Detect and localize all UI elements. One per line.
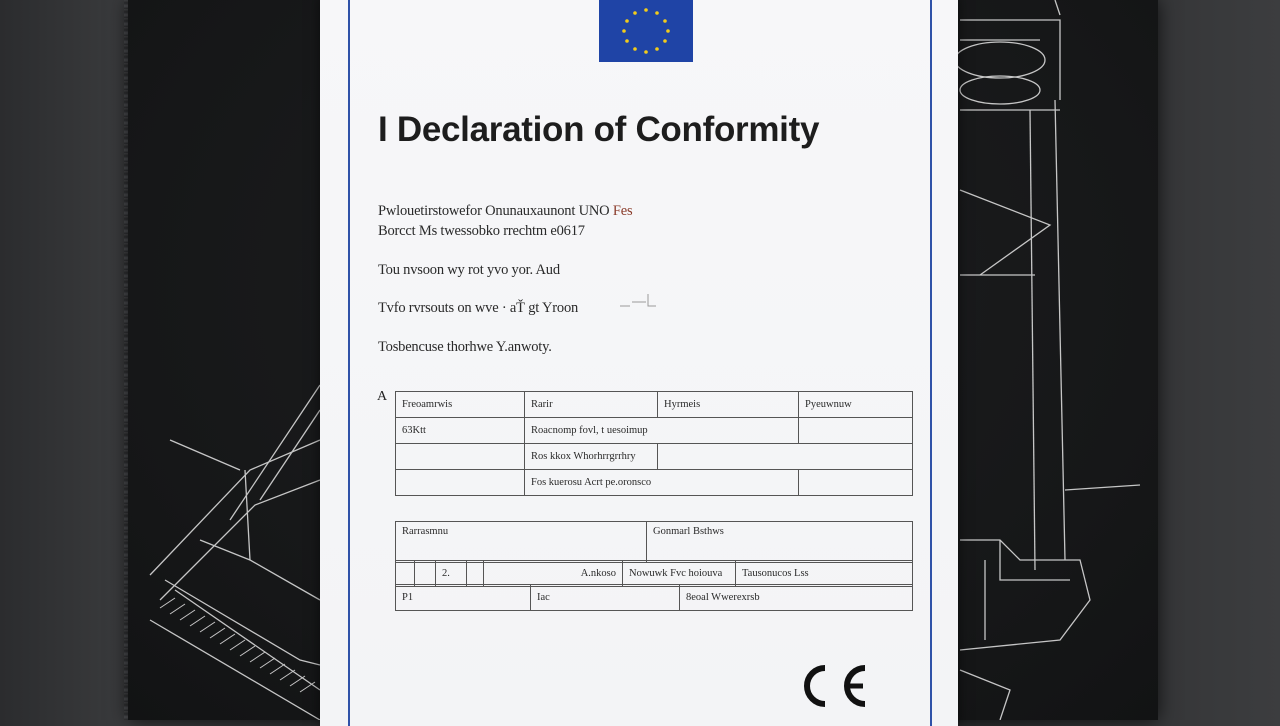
table-cell bbox=[415, 561, 436, 587]
details-table-row2 bbox=[395, 584, 913, 611]
product-line-text: Pwlouetirstowefor Onunauxaunont UNO bbox=[378, 203, 610, 219]
signature-table bbox=[395, 521, 913, 563]
table-row bbox=[396, 470, 913, 496]
table-cell: Roacnomp fovl, t uesoimup bbox=[525, 418, 799, 444]
table-row bbox=[396, 444, 913, 470]
table-cell: 8eoal Wwerexrsb bbox=[680, 585, 913, 611]
table-cell: 2. bbox=[436, 561, 467, 587]
details-table bbox=[395, 560, 913, 587]
eu-flag-icon bbox=[599, 0, 693, 62]
table-cell: A.nkoso bbox=[484, 561, 623, 587]
declaration-line-2: Tvfo rvrsouts on wve · aŤ gt Yroon bbox=[378, 300, 579, 316]
table-cell: Nowuwk Fvc hoiouva bbox=[623, 561, 736, 587]
product-code-line: Borcct Ms twessobko rrechtm e0617 bbox=[378, 223, 585, 239]
table-cell bbox=[799, 418, 913, 444]
table-header-row bbox=[396, 522, 913, 563]
table-cell bbox=[396, 444, 525, 470]
table-cell: Fos kuerosu Acrt pe.oronsco bbox=[525, 470, 799, 496]
table-header-row bbox=[396, 392, 913, 418]
table-cell bbox=[658, 444, 913, 470]
product-line bbox=[378, 203, 632, 220]
table-cell: P1 bbox=[396, 585, 531, 611]
table-cell bbox=[396, 470, 525, 496]
table-cell: Iac bbox=[531, 585, 680, 611]
left-blueprint-part bbox=[150, 385, 320, 720]
section-label: A bbox=[377, 389, 388, 404]
table-cell: Ros kkox Whorhrrgrrhry bbox=[525, 444, 658, 470]
table-header-cell: Hyrmeis bbox=[658, 392, 799, 418]
declaration-document bbox=[320, 0, 958, 726]
table-header-cell: Gonmarl Bsthws bbox=[647, 522, 913, 563]
table-header-cell: Pyeuwnuw bbox=[799, 392, 913, 418]
table-row bbox=[396, 418, 913, 444]
table-header-cell: Rarir bbox=[525, 392, 658, 418]
table-header-cell: Rarrasmnu bbox=[396, 522, 647, 563]
table-row bbox=[396, 585, 913, 611]
table-cell: 63Ktt bbox=[396, 418, 525, 444]
declaration-line-1: Tou nvsoon wy rot yvo yor. Aud bbox=[378, 262, 560, 278]
table-header-cell: Freoamrwis bbox=[396, 392, 525, 418]
signature-mark-icon bbox=[618, 292, 658, 310]
document-title: I Declaration of Conformity bbox=[378, 110, 820, 149]
conformity-table bbox=[395, 391, 913, 496]
table-cell bbox=[396, 561, 415, 587]
table-cell bbox=[799, 470, 913, 496]
table-row bbox=[396, 561, 913, 587]
table-cell: Tausonucos Lss bbox=[736, 561, 913, 587]
declaration-line-3: Tosbencuse thorhwe Y.anwoty. bbox=[378, 339, 552, 355]
product-line-highlight: Fes bbox=[612, 203, 633, 219]
ce-mark-icon bbox=[795, 656, 871, 716]
table-cell bbox=[467, 561, 484, 587]
right-blueprint-part bbox=[955, 0, 1140, 720]
